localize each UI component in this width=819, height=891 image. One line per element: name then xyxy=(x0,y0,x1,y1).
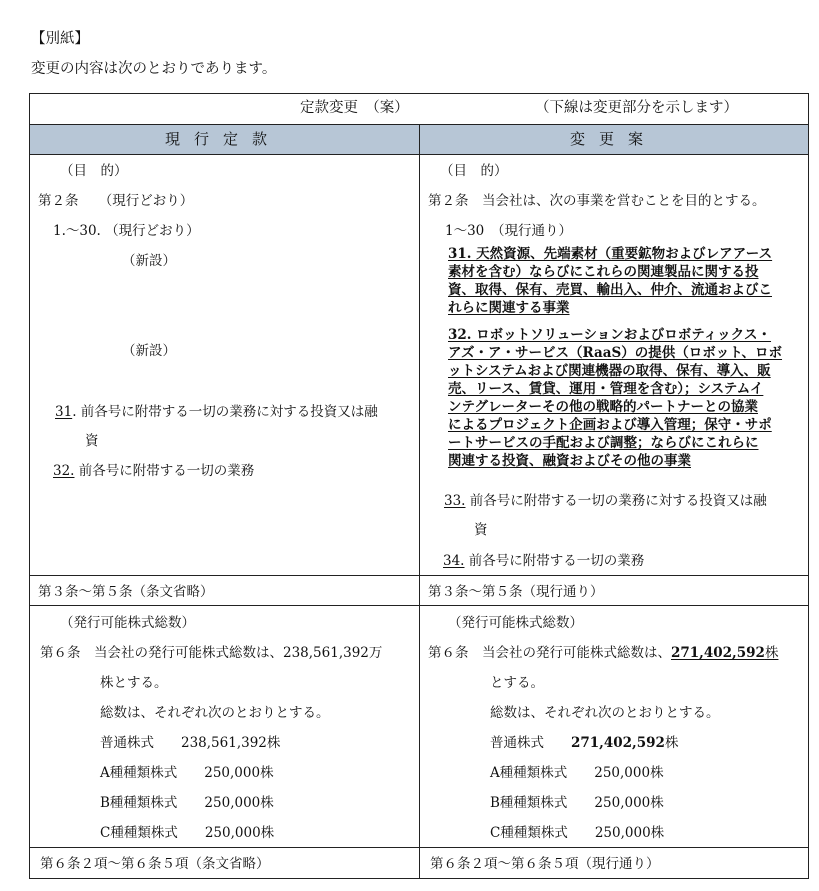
proposed-article-2: 第２条 当会社は、次の事業を営むことを目的とする。 xyxy=(428,193,766,209)
proposed-new-item-31: 31. 天然資源、先端素材（重要鉱物およびレアアース 素材を含む）ならびにこれらの関連製品に関する投 資、取得、保有、売買、輸出入、仲介、流通およびこ れらに関連する事業 xyxy=(448,246,773,316)
current-item-32: 32. 前各号に附帯する一切の業務 xyxy=(53,463,255,479)
current-class-c-shares: C種種類株式 250,000株 xyxy=(100,825,275,841)
current-shares-heading: （発行可能株式総数） xyxy=(60,615,195,631)
proposed-purpose-heading: （目 的） xyxy=(440,163,508,179)
current-items-1-30: 1.～30. （現行どおり） xyxy=(53,223,200,239)
proposed-class-a-shares: A種種類株式 250,000株 xyxy=(490,765,664,781)
proposed-articles-3-5: 第３条～第５条（現行通り） xyxy=(428,584,604,600)
current-article-6-line3: 総数は、それぞれ次のとおりとする。 xyxy=(100,705,330,721)
intro-sentence: 変更の内容は次のとおりであります。 xyxy=(31,61,277,77)
current-new-placeholder-1: （新設） xyxy=(122,253,176,269)
proposed-article-6-line1: 第６条 当会社の発行可能株式総数は、271,402,592株 xyxy=(428,645,779,661)
current-article-6-items: 第６条２項～第６条５項（条文省略） xyxy=(40,856,270,872)
proposed-article-6-line2: とする。 xyxy=(490,675,544,691)
column-header-proposed: 変更案 xyxy=(570,130,658,148)
current-purpose-heading: （目 的） xyxy=(60,163,128,179)
proposed-article-6-items: 第６条２項～第６条５項（現行通り） xyxy=(430,856,660,872)
current-class-b-shares: B種種類株式 250,000株 xyxy=(100,795,274,811)
proposed-item-33: 33. 前各号に附帯する一切の業務に対する投資又は融 xyxy=(444,493,767,509)
column-header-current: 現行定款 xyxy=(165,130,282,148)
current-article-2: 第２条 （現行どおり） xyxy=(38,193,194,209)
table-title: 定款変更 （案） xyxy=(300,100,409,116)
current-new-placeholder-2: （新設） xyxy=(122,343,176,359)
proposed-items-1-30: 1～30 （現行通り） xyxy=(445,223,573,239)
proposed-shares-heading: （発行可能株式総数） xyxy=(448,615,583,631)
current-item-31: 31. 前各号に附帯する一切の業務に対する投資又は融 xyxy=(55,404,378,420)
proposed-article-6-line3: 総数は、それぞれ次のとおりとする。 xyxy=(490,705,720,721)
proposed-item-33-cont: 資 xyxy=(474,522,488,538)
current-article-6-line2: 株とする。 xyxy=(100,675,168,691)
proposed-class-b-shares: B種種類株式 250,000株 xyxy=(490,795,664,811)
current-articles-3-5: 第３条～第５条（条文省略） xyxy=(38,584,214,600)
current-class-a-shares: A種種類株式 250,000株 xyxy=(100,765,274,781)
current-common-shares: 普通株式 238,561,392株 xyxy=(100,735,281,751)
proposed-common-shares: 普通株式 271,402,592株 xyxy=(490,735,679,751)
current-article-6-line1: 第６条 当会社の発行可能株式総数は、238,561,392万 xyxy=(40,645,383,661)
attachment-label: 【別紙】 xyxy=(31,31,89,47)
current-item-31-cont: 資 xyxy=(85,433,99,449)
proposed-class-c-shares: C種種類株式 250,000株 xyxy=(490,825,665,841)
table-note: （下線は変更部分を示します） xyxy=(535,100,738,116)
proposed-new-item-32: 32. ロボットソリューションおよびロボティックス・ アズ・ア・サービス（RaaS）の提供（ロボット、ロボ ットシステムおよび関連機器の取得、保有、導入、販 売、リース、賃貸、運用・管理を含む）；システムイ ンテグレーターその他の戦略的パートナーとの協業 によるプロジェクト企画および導入管理；保守・サポ ートサービスの手配および調整；ならびにこれらに 関連する投資、融資およびその他の事業 xyxy=(448,327,783,469)
proposed-item-34: 34. 前各号に附帯する一切の業務 xyxy=(443,553,645,569)
